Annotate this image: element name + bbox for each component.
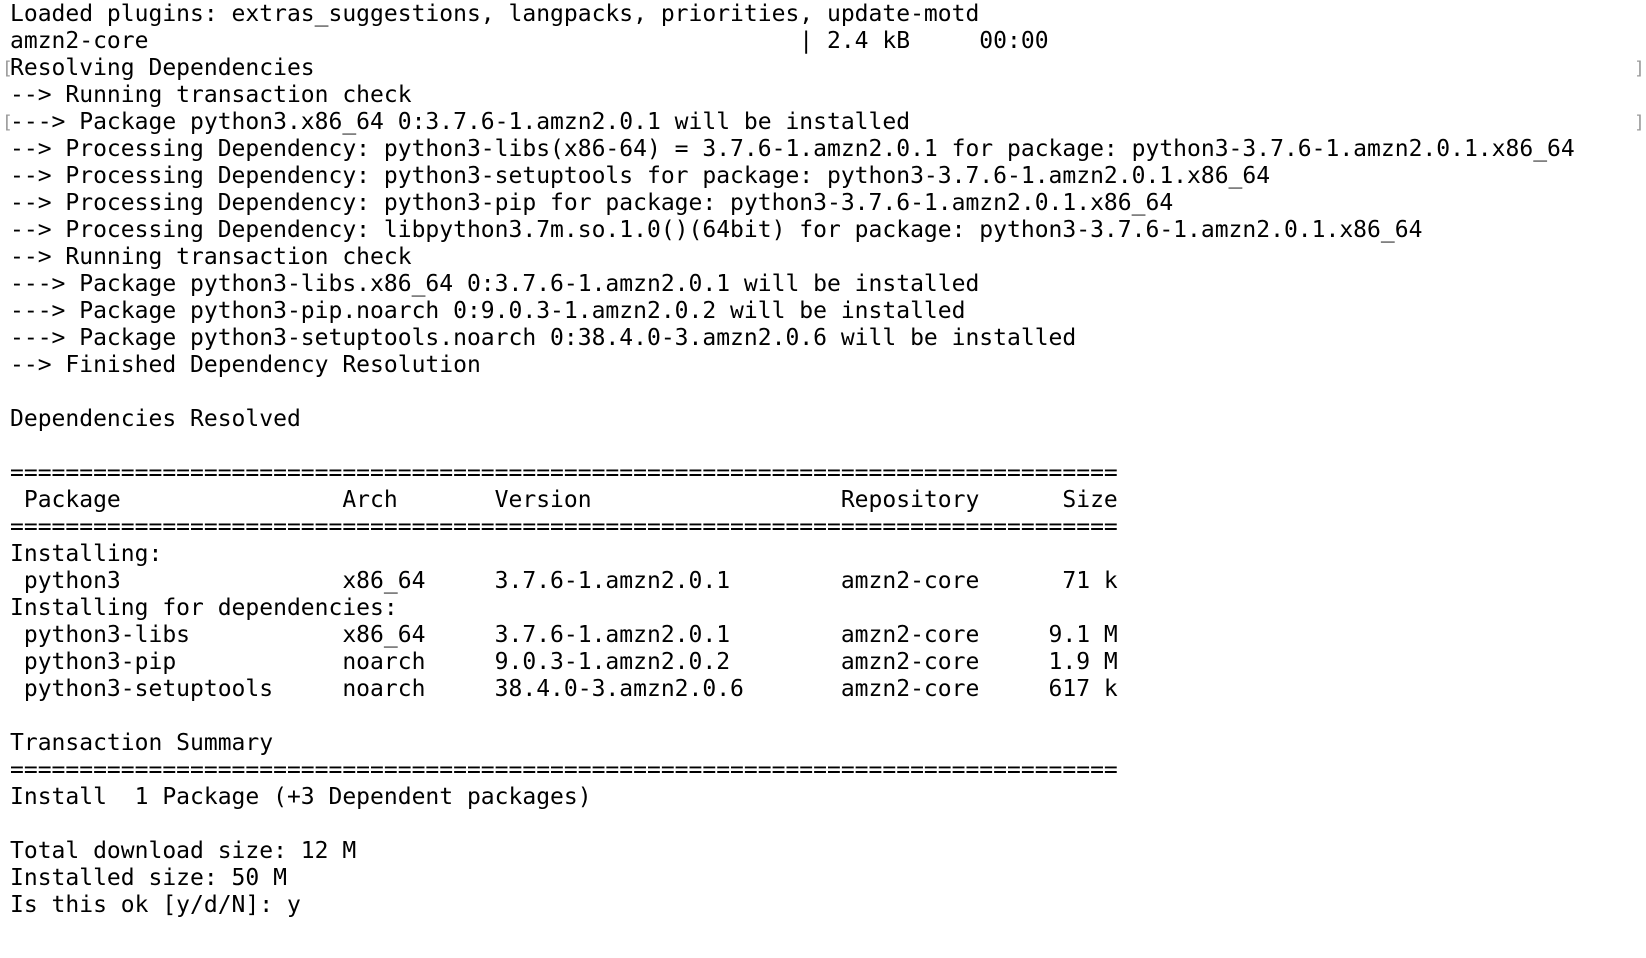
terminal-line: amzn2-core | 2.4 kB 00:00 [10,28,1049,54]
install-summary: Install 1 Package (+3 Dependent packages) [10,784,592,810]
separator-line: ================================================================================ [10,514,1118,540]
terminal-line: ---> Package python3-pip.noarch 0:9.0.3-1.amzn2.0.2 will be installed [10,298,966,324]
section-label: Installing for dependencies: [10,595,398,621]
terminal-line: ---> Package python3-libs.x86_64 0:3.7.6-1.amzn2.0.1 will be installed [10,271,980,297]
bracket-mark-icon: ] [1634,112,1645,133]
terminal-line: Dependencies Resolved [10,406,301,432]
terminal-line: --> Finished Dependency Resolution [10,352,481,378]
bracket-mark-icon: [ [2,58,13,79]
terminal-line: Resolving Dependencies [10,55,315,81]
installed-size: Installed size: 50 M [10,865,287,891]
separator-line: ================================================================================ [10,460,1118,486]
bracket-mark-icon: [ [2,112,13,133]
table-header-row: Package Arch Version Repository Size [10,487,1118,513]
table-row: python3-libs x86_64 3.7.6-1.amzn2.0.1 amzn2-core 9.1 M [10,622,1118,648]
terminal-line: --> Processing Dependency: python3-pip for package: python3-3.7.6-1.amzn2.0.1.x86_64 [10,190,1174,216]
terminal-line: --> Processing Dependency: libpython3.7m.so.1.0()(64bit) for package: python3-3.7.6-1.amzn2.0.1.x86_64 [10,217,1423,243]
table-row: python3-setuptools noarch 38.4.0-3.amzn2.0.6 amzn2-core 617 k [10,676,1118,702]
section-label: Installing: [10,541,163,567]
terminal-line: ---> Package python3.x86_64 0:3.7.6-1.amzn2.0.1 will be installed [10,109,911,135]
confirm-prompt[interactable]: Is this ok [y/d/N]: y [10,892,301,918]
table-row: python3-pip noarch 9.0.3-1.amzn2.0.2 amzn2-core 1.9 M [10,649,1118,675]
table-row: python3 x86_64 3.7.6-1.amzn2.0.1 amzn2-core 71 k [10,568,1118,594]
terminal-line: --> Processing Dependency: python3-libs(x86-64) = 3.7.6-1.amzn2.0.1 for package: python3-3.7.6-1.amzn2.0.1.x86_64 [10,136,1575,162]
bracket-mark-icon: ] [1634,58,1645,79]
terminal-line: ---> Package python3-setuptools.noarch 0:38.4.0-3.amzn2.0.6 will be installed [10,325,1077,351]
terminal-line: --> Running transaction check [10,82,412,108]
terminal-line: Loaded plugins: extras_suggestions, langpacks, priorities, update-motd [10,1,980,27]
download-size: Total download size: 12 M [10,838,357,864]
section-label: Transaction Summary [10,730,274,756]
terminal-line: --> Running transaction check [10,244,412,270]
terminal-line: --> Processing Dependency: python3-setuptools for package: python3-3.7.6-1.amzn2.0.1.x86_64 [10,163,1271,189]
separator-line: ================================================================================ [10,757,1118,783]
